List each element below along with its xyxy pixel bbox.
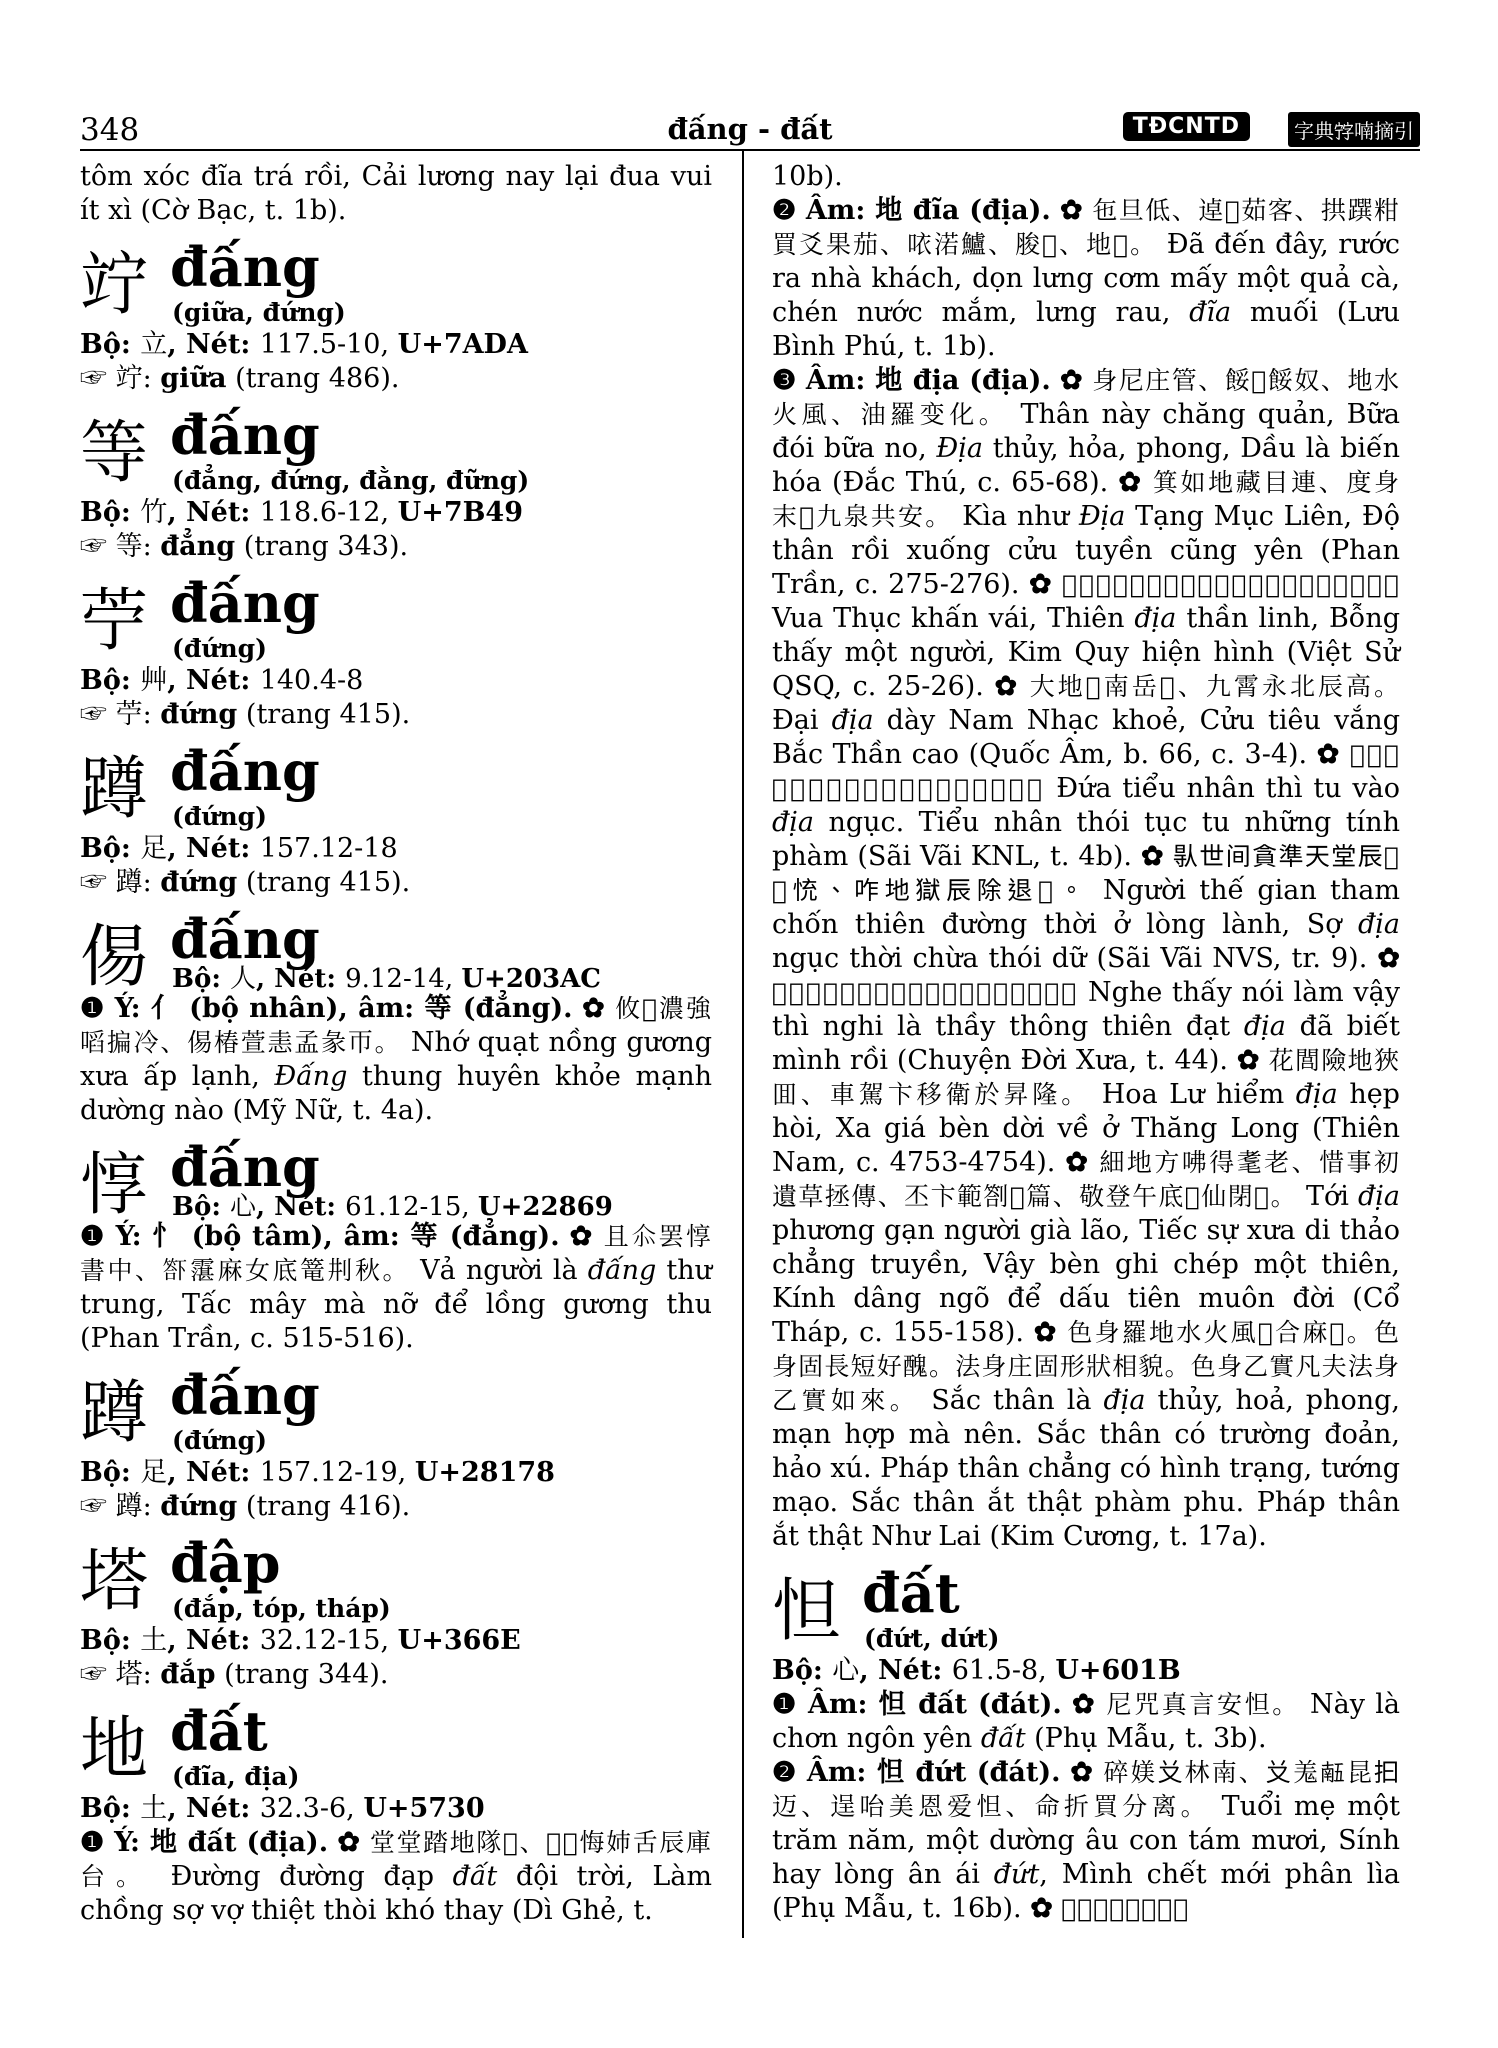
quote-translation: Nghe thấy nói làm vậy thì nghi là thầy thông thiên đạt — [772, 977, 1400, 1042]
quote-highlight: đĩa — [1189, 297, 1232, 328]
sense-label: Âm: 地 đĩa (địa). — [805, 195, 1051, 226]
nom-quote: 𨔍小人時修𠓨地獄、小人退俗修仍性凡。 — [772, 740, 1401, 803]
entry-bo-line: Bộ: 立, Nét: 117.5-10, U+7ADA — [80, 329, 528, 360]
left-column — [80, 160, 712, 1928]
sense-label: Âm: 怛 đứt (đát). — [806, 1757, 1061, 1788]
entry-head — [80, 739, 712, 832]
bo-value: 足 — [140, 1457, 168, 1488]
ref-word: đứng — [160, 699, 238, 730]
sense-label: Ý: 忄 (bộ tâm), âm: 等 (đẳng). — [115, 1221, 560, 1252]
entry-ref-line: ☞ 等: đẳng (trang 343). — [80, 531, 409, 562]
entry-variants: (đĩa, địa) — [172, 1762, 300, 1791]
quote-translation: Người thế gian tham chốn thiên đường thời ở lòng lành, Sợ — [772, 875, 1400, 940]
nom-quote: 𢪀蜀𠽖吚、天地神灵、俸𥉫沒得、金龜現形。 — [1062, 570, 1400, 599]
entry-variants: (đẳng, đứng, đằng, đững) — [172, 466, 530, 495]
bo-value: 土 — [140, 1625, 168, 1656]
quote-translation: Thân này chăng quản, Bữa đói bữa no, — [772, 399, 1400, 464]
nom-quote: 花閭險地狹囬、車駕卞移衛於昇隆。 — [772, 1046, 1400, 1109]
entry-word: đất — [862, 1561, 960, 1625]
entry-word: đấng — [170, 739, 320, 803]
ref-page: (trang 343). — [243, 531, 409, 562]
quote-translation: đội trời, Làm chồng sợ vợ thiệt thòi khó thay (Dì Ghẻ, t. — [80, 1861, 712, 1926]
bo-value: 人 — [229, 964, 256, 994]
entry-variants: (đắp, tóp, tháp) — [172, 1594, 391, 1623]
column-divider — [742, 151, 744, 1938]
bo-value: 足 — [140, 833, 168, 864]
flower-icon: ✿ — [1072, 1689, 1097, 1720]
entry-glyph: 等 — [80, 414, 149, 493]
quote-translation: Kìa như — [962, 501, 1070, 532]
quote-highlight: đấng — [587, 1255, 657, 1286]
flower-icon: ✿ — [582, 993, 606, 1024]
entry-variants: (đứng) — [172, 802, 267, 831]
nom-quote: 堂堂踏地隊𡗶、𠄩𠀧悔姉舌辰庫台。 — [80, 1828, 712, 1891]
headword-range: đấng - đất — [667, 112, 833, 146]
flower-icon: ✿ — [337, 1827, 361, 1858]
ref-page: (trang 344). — [224, 1659, 389, 1690]
ref-page: (trang 416). — [245, 1491, 411, 1522]
quote-translation: Này là chơn ngôn yên — [772, 1689, 1400, 1754]
quote-highlight: địa — [1103, 1385, 1146, 1416]
entry-sense — [772, 194, 1400, 364]
quote-highlight: địa — [831, 705, 874, 736]
flower-icon: ✿ — [1059, 365, 1084, 396]
quote-highlight: địa — [1357, 909, 1400, 940]
quote-translation: Đại — [772, 705, 819, 736]
flower-icon: ✿ — [1236, 1045, 1260, 1076]
entry-word: đấng — [170, 403, 320, 467]
ref-page: (trang 415). — [245, 867, 411, 898]
flower-icon: ✿ — [1059, 195, 1084, 226]
sense-number: ❸ — [772, 365, 797, 396]
quote-translation: ngục thời chừa thói dữ (Sãi Vãi NVS, tr. 9). — [772, 943, 1368, 974]
nom-quote: 大地𠶋南岳𡓮、九霄永北辰高。 — [1029, 672, 1401, 701]
entry-word: đấng — [170, 235, 320, 299]
nom-quote: 𦀊怛坤拎婆馭𠎪、 — [1061, 1894, 1190, 1923]
net-value: 157.12-19, — [259, 1457, 407, 1488]
entry-glyph: 蹲 — [80, 750, 149, 829]
flower-icon: ✿ — [1065, 1147, 1090, 1178]
quote-highlight: địa — [1243, 1011, 1286, 1042]
entry-glyph: 地 — [80, 1710, 149, 1789]
entry-glyph: 怛 — [772, 1572, 841, 1651]
entry-bo-line: Bộ: 人, Nét: 9.12-14, U+203AC — [172, 964, 601, 994]
net-value: 157.12-18 — [259, 833, 398, 864]
page-header — [80, 108, 1420, 150]
entry-bo-line: Bộ: 竹, Nét: 118.6-12, U+7B49 — [80, 497, 524, 528]
quote-translation: thư trung, Tấc mây mà nỡ để lồng gương thu (Phan Trần, c. 515-516). — [80, 1255, 712, 1354]
entry-bo-line: Bộ: 土, Nét: 32.3-6, U+5730 — [80, 1793, 485, 1824]
quote-translation: phương gạn người già lão, Tiếc sự xưa di thảo chẳng truyền, Vậy bèn ghi chép một thiên, Kính dâng ngõ để dấu tiên muôn đời (Cổ Tháp, c. 155-158). — [772, 1215, 1400, 1348]
ref-glyph: 蹲 — [115, 867, 143, 898]
entry-glyph: 蹲 — [80, 1374, 149, 1453]
entry-variants: (đứng) — [172, 634, 267, 663]
nom-quote: 細地方咈得耄老、惜事初遺草拯傳、丕卞範劄𡗉篇、敬登午底𨕭仙閉𣈜。 — [772, 1148, 1400, 1211]
entry-bo-line: Bộ: 艸, Nét: 140.4-8 — [80, 665, 364, 696]
entry-head — [80, 1363, 712, 1456]
ref-glyph: 塔 — [115, 1659, 143, 1690]
quote-translation: dày Nam Nhạc khoẻ, Cửu tiêu vắng Bắc Thần cao (Quốc Âm, b. 66, c. 3-4). — [772, 705, 1400, 770]
ref-page: (trang 486). — [235, 363, 400, 394]
quote-translation: Vua Thục khấn vái, Thiên — [772, 603, 1125, 634]
entry-word: đất — [170, 1699, 268, 1763]
entry-variants: (đứng) — [172, 1426, 267, 1455]
quote-translation: Tới — [1306, 1181, 1349, 1212]
quote-translation: Nhớ quạt nồng gương xưa ấp lạnh, — [80, 1027, 712, 1092]
unicode-code: U+22869 — [477, 1192, 613, 1222]
entry-bo-line: Bộ: 土, Nét: 32.12-15, U+366E — [80, 1625, 521, 1656]
ref-word: giữa — [160, 363, 227, 394]
ref-word: đẳng — [160, 531, 236, 562]
entry-glyph: 塔 — [80, 1542, 149, 1621]
quote-highlight: Địa — [936, 433, 983, 464]
sense-label: Âm: 怛 đất (đát). — [808, 1689, 1062, 1720]
entry-sense: ❷ Âm: 怛 đứt (đát). ✿ 碎媄𠬠林南、𠬠羗𠄼昆𢪏迈、逞咍美恩爱怛、命折買分离。 Tuổi mẹ một trăm năm, một dường âu con tám mươi, Sính hay lòng ân ái đứt, Mình chết mới phân lìa (Phụ Mẫu, t. 16b). ✿ 𦀊怛坤拎婆馭𠎪、 — [772, 1757, 1400, 1924]
entry-ref-line: ☞ 蹲: đứng (trang 416). — [80, 1491, 411, 1522]
net-value: 61.12-15, — [345, 1192, 470, 1222]
ref-glyph: 蹲 — [115, 1491, 143, 1522]
sense-label: Âm: 地 địa (địa). — [805, 365, 1051, 396]
entry-head — [80, 1531, 712, 1624]
bo-value: 心 — [832, 1655, 860, 1686]
entry-glyph: 竚 — [80, 246, 149, 325]
quote-translation: ngục. Tiểu nhân thói tục tu những tính phàm (Sãi Vãi KNL, t. 4b). — [772, 807, 1400, 872]
quote-translation: thủy, hỏa, phong, Dầu là biến hóa (Đắc Thú, c. 65-68). — [772, 433, 1400, 498]
quote-highlight: đất — [452, 1861, 498, 1892]
nom-quote: 攸𪝬濃強㗖揙冷、㑥椿萱恚孟彖帀。 — [80, 994, 712, 1057]
nom-quote: 箕如地藏目連、度身末𨕭九泉共安。 — [772, 468, 1400, 531]
quote-translation: Đường đường đạp — [170, 1861, 435, 1892]
quote-translation: hẹp hòi, Xa giá bèn dời về ở Thăng Long (Thiên Nam, c. 4753-4754). — [772, 1079, 1400, 1178]
ref-word: đứng — [160, 867, 238, 898]
sense-number: ❷ — [772, 1757, 798, 1788]
right-column — [772, 160, 1400, 1926]
entry-bo-line: Bộ: 心, Nét: 61.5-8, U+601B — [772, 1655, 1181, 1686]
entry-word: đấng — [170, 1135, 320, 1199]
seal-logo: 字典𡨸喃摘引 — [1288, 112, 1420, 147]
nom-quote: 𠊛世间貪準天堂辰𡎝𢙇㤝、咋地獄辰除退𠎪。 — [772, 842, 1400, 905]
quote-translation: thủy, hoả, phong, mạn hợp mà nên. Sắc thân có trường đoản, hảo xú. Pháp thân chẳng có hình trạng, tướng mạo. Sắc thân ắt thật phàm phu. Pháp thân ắt thật Như Lai (Kim Cương, t. 17a). — [772, 1385, 1401, 1552]
sense-number: ❶ — [80, 993, 106, 1024]
entry-head — [772, 1561, 1400, 1654]
unicode-code: U+366E — [397, 1625, 521, 1656]
header-rule — [80, 149, 1420, 151]
quote-translation: Hoa Lư hiểm — [1101, 1079, 1285, 1110]
sense-number: ❶ — [80, 1221, 106, 1252]
entry-variants: (đứt, dứt) — [864, 1624, 1000, 1653]
tdcntd-logo: TĐCNTD — [1123, 112, 1250, 141]
quote-highlight: Địa — [1078, 501, 1126, 532]
entry-head — [80, 235, 712, 328]
entry-sense — [80, 1826, 712, 1928]
entry-word: đập — [170, 1531, 281, 1595]
nom-quote: 碎媄𠬠林南、𠬠羗𠄼昆𢪏迈、逞咍美恩爱怛、命折買分离。 — [772, 1758, 1400, 1821]
unicode-code: U+601B — [1055, 1655, 1181, 1686]
net-value: 9.12-14, — [345, 964, 454, 994]
quote-translation: Tuổi mẹ một trăm năm, một dường âu con tám mươi, Sính hay lòng ân ái — [772, 1791, 1400, 1890]
entry-variants: (giữa, đứng) — [172, 298, 346, 327]
entry-ref-line: ☞ 塔: đắp (trang 344). — [80, 1659, 389, 1690]
entry-bo-line: Bộ: 心, Nét: 61.12-15, U+22869 — [172, 1192, 613, 1222]
sense-number: ❷ — [772, 195, 797, 226]
flower-icon: ✿ — [994, 671, 1020, 702]
flower-icon: ✿ — [1029, 569, 1053, 600]
entry-sense — [80, 992, 712, 1128]
quote-translation: (Phụ Mẫu, t. 3b). — [1034, 1723, 1267, 1754]
flower-icon: ✿ — [569, 1221, 594, 1252]
nom-quote: 㐌旦低、逴𦖑茹客、拱䠣粓買爻果茄、𠲖渃鱸、脧𡢼、地𥸷。 — [772, 196, 1400, 259]
entry-word: đấng — [170, 571, 320, 635]
flower-icon: ✿ — [1030, 1893, 1053, 1924]
flower-icon: ✿ — [1033, 1317, 1058, 1348]
bo-value: 土 — [140, 1793, 168, 1824]
quote-highlight: địa — [1134, 603, 1177, 634]
entry-glyph: 㑥 — [80, 918, 149, 997]
bo-value: 艸 — [140, 665, 168, 696]
quote-highlight: đứt — [993, 1859, 1040, 1890]
unicode-code: U+7ADA — [397, 329, 528, 360]
quote-translation: Sắc thân là — [931, 1385, 1092, 1416]
entry-sense — [772, 364, 1400, 1554]
continuation-text: 10b). — [772, 161, 843, 192]
net-value: 140.4-8 — [259, 665, 364, 696]
quote-translation: Vả người là — [420, 1255, 578, 1286]
entry-word: đấng — [170, 907, 320, 971]
net-value: 61.5-8, — [951, 1655, 1047, 1686]
entry-head — [80, 907, 712, 997]
unicode-code: U+28178 — [414, 1457, 555, 1488]
ref-word: đứng — [160, 1491, 238, 1522]
entry-sense — [80, 1220, 712, 1356]
ref-glyph: 竚 — [115, 363, 143, 394]
entry-bo-line: Bộ: 足, Nét: 157.12-18 — [80, 833, 398, 864]
ref-glyph: 苧 — [115, 699, 143, 730]
nom-quote: 色身羅地水火風𢟉合麻𢧚。色身固長短好醜。法身庄固形狀相貌。色身乙實凡夫法身乙實如來。 — [772, 1318, 1400, 1415]
quote-translation: Tạng Mục Liên, Độ thân rồi xuống cửu tuyền cũng yên (Phan Trần, c. 275-276). — [772, 501, 1400, 600]
bo-value: 心 — [229, 1192, 256, 1222]
quote-translation: thần linh, Bỗng thấy một người, Kim Quy hiện hình (Việt Sử QSQ, c. 25-26). — [772, 603, 1400, 702]
ref-word: đắp — [160, 1659, 216, 1690]
entry-glyph: 惇 — [80, 1146, 149, 1225]
quote-translation: thung huyên khỏe mạnh dường nào (Mỹ Nữ, t. 4a). — [80, 1061, 712, 1126]
sense-number: ❶ — [80, 1827, 105, 1858]
unicode-code: U+7B49 — [397, 497, 524, 528]
ref-page: (trang 415). — [245, 699, 411, 730]
entry-head — [80, 403, 712, 496]
net-value: 32.12-15, — [259, 1625, 390, 1656]
flower-icon: ✿ — [1070, 1757, 1094, 1788]
nom-quote: 尼咒真言安怛。 — [1106, 1690, 1300, 1719]
entry-word: đấng — [170, 1363, 320, 1427]
quote-translation: muối (Lưu Bình Phú, t. 1b). — [772, 297, 1400, 362]
quote-translation: Đã đến đây, rước ra nhà khách, dọn lưng cơm mấy một quả cà, chén nước mắm, lưng rau, — [772, 229, 1400, 328]
entry-head — [80, 1699, 712, 1792]
flower-icon: ✿ — [1316, 739, 1341, 770]
entry-sense — [772, 1688, 1400, 1756]
flower-icon: ✿ — [1140, 841, 1164, 872]
net-value: 118.6-12, — [259, 497, 390, 528]
quote-highlight: địa — [1295, 1079, 1338, 1110]
nom-quote: 且𠇍罢惇書中、𥰊霮麻女底篭㓝秋。 — [80, 1222, 712, 1285]
quote-highlight: địa — [772, 807, 815, 838]
quote-highlight: đất — [980, 1723, 1026, 1754]
quote-highlight: địa — [1357, 1181, 1400, 1212]
ref-glyph: 等 — [115, 531, 143, 562]
net-value: 117.5-10, — [259, 329, 390, 360]
page-number: 348 — [80, 112, 140, 148]
continuation-text: tôm xóc đĩa trá rồi, Cải lương nay lại đua vui ít xì (Cờ Bạc, t. 1b). — [80, 161, 712, 226]
sense-label: Ý: 亻 (bộ nhân), âm: 等 (đẳng). — [114, 993, 573, 1024]
entry-ref-line: ☞ 竚: giữa (trang 486). — [80, 363, 400, 394]
unicode-code: U+5730 — [363, 1793, 485, 1824]
sense-label: Ý: 地 đất (địa). — [114, 1827, 329, 1858]
unicode-code: U+203AC — [461, 964, 601, 994]
entry-bo-line: Bộ: 足, Nét: 157.12-19, U+28178 — [80, 1457, 555, 1488]
flower-icon: ✿ — [1118, 467, 1143, 498]
entry-ref-line: ☞ 蹲: đứng (trang 415). — [80, 867, 411, 898]
net-value: 32.3-6, — [259, 1793, 355, 1824]
nom-quote: 𦖑柴呐𠮩𡗶時疑𢜝柴通天達地㐌別命末。 — [772, 978, 1079, 1007]
entry-glyph: 苧 — [80, 582, 149, 661]
nom-quote: 身尼庄管、餒𣅶餒奴、地水火風、油羅变化。 — [772, 366, 1400, 429]
quote-translation: Đứa tiểu nhân thì tu vào — [1056, 773, 1400, 804]
sense-number: ❶ — [772, 1689, 798, 1720]
entry-head — [80, 1135, 712, 1225]
bo-value: 竹 — [140, 497, 168, 528]
flower-icon: ✿ — [1377, 943, 1400, 974]
quote-highlight: Đấng — [274, 1061, 348, 1092]
entry-ref-line: ☞ 苧: đứng (trang 415). — [80, 699, 411, 730]
quote-translation: đã biết mình rồi (Chuyện Đời Xưa, t. 44). — [772, 1011, 1401, 1076]
entry-head — [80, 571, 712, 664]
quote-translation: Mình chết mới phân lìa (Phụ Mẫu, t. 16b). — [772, 1859, 1400, 1924]
bo-value: 立 — [140, 329, 168, 360]
